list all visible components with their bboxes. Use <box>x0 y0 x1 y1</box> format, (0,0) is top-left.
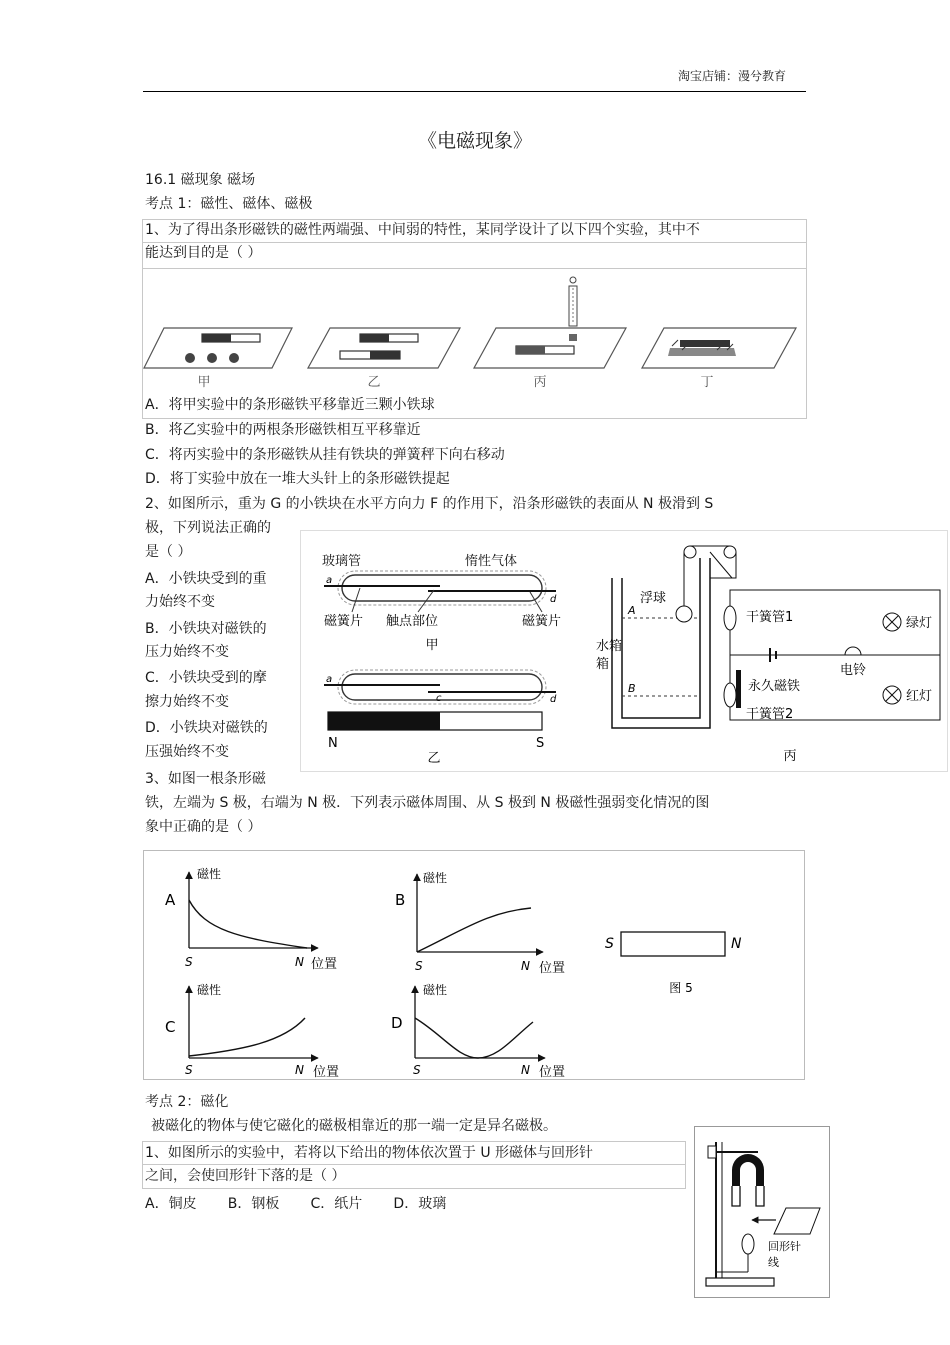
svg-text:触点部位: 触点部位 <box>386 614 439 629</box>
svg-text:N: N <box>328 736 338 751</box>
water-level-alarm-bing <box>596 546 940 764</box>
svg-text:干簧管1: 干簧管1 <box>746 610 794 625</box>
svg-text:电铃: 电铃 <box>840 663 867 678</box>
svg-text:丙: 丙 <box>533 375 547 390</box>
svg-text:乙: 乙 <box>427 751 441 766</box>
section-heading: 16.1 磁现象 磁场 <box>145 172 256 188</box>
svg-text:磁性: 磁性 <box>423 983 448 997</box>
svg-text:磁簧片: 磁簧片 <box>324 614 364 629</box>
svg-text:惰性气体: 惰性气体 <box>465 554 518 569</box>
svg-text:d: d <box>550 694 557 705</box>
svg-text:红灯: 红灯 <box>906 689 933 704</box>
q2-option-c-2: 擦力始终不变 <box>145 694 229 710</box>
q2-option-b-1: B．小铁块对磁铁的 <box>145 621 267 637</box>
svg-text:a: a <box>326 575 333 586</box>
q4-text-line2: 之间，会使回形针下落的是（ ） <box>145 1168 346 1184</box>
q3-text-line2: 象中正确的是（ ） <box>145 819 262 835</box>
q1-text-line2: 能达到目的是（ ） <box>145 245 262 261</box>
q2-option-b-2: 压力始终不变 <box>145 644 229 660</box>
svg-text:N: N <box>521 1063 530 1077</box>
svg-text:甲: 甲 <box>197 375 211 390</box>
svg-text:S: S <box>605 936 614 952</box>
q2-option-a-1: A．小铁块受到的重 <box>145 571 267 587</box>
page-title: 《电磁现象》 <box>417 130 532 152</box>
q2-figure <box>300 530 946 770</box>
q2-option-a-2: 力始终不变 <box>145 594 215 610</box>
bar-magnet-fig5 <box>605 932 742 995</box>
graph-b <box>395 870 565 976</box>
q3-text-line1: 铁，左端为 S 极，右端为 N 极．下列表示磁体周围、从 S 极到 N 极磁性强弱变化情况的图 <box>145 795 710 811</box>
svg-text:图 5: 图 5 <box>669 981 693 995</box>
fig-yi <box>308 328 460 368</box>
svg-text:磁簧片: 磁簧片 <box>522 614 562 629</box>
svg-text:S: S <box>185 955 193 969</box>
svg-text:位置: 位置 <box>539 961 566 976</box>
svg-text:A: A <box>628 604 636 617</box>
svg-text:位置: 位置 <box>311 957 338 972</box>
svg-text:C: C <box>165 1018 176 1036</box>
q2-option-d-2: 压强始终不变 <box>145 744 229 760</box>
q2-text-line1: 2、如图所示，重为 G 的小铁块在水平方向力 F 的作用下，沿条形磁铁的表面从 N 极滑到 S <box>145 496 714 512</box>
q4-frame-divider <box>142 1164 686 1165</box>
q4-text-line1: 1、如图所示的实验中，若将以下给出的物体依次置于 U 形磁体与回形针 <box>145 1145 594 1161</box>
fig-bing <box>474 277 626 368</box>
svg-text:A: A <box>165 891 176 909</box>
svg-text:回形针: 回形针 <box>768 1240 801 1253</box>
svg-text:N: N <box>295 1063 304 1077</box>
svg-text:位置: 位置 <box>539 1065 566 1080</box>
svg-text:B: B <box>628 682 636 695</box>
svg-text:S: S <box>536 736 545 751</box>
reed-switch-jia <box>322 553 561 653</box>
svg-text:丁: 丁 <box>700 375 714 390</box>
svg-text:丙: 丙 <box>783 749 797 764</box>
q2-option-d-1: D．小铁块对磁铁的 <box>145 720 268 736</box>
q1-option-d: D．将丁实验中放在一堆大头针上的条形磁铁提起 <box>145 471 450 487</box>
svg-text:干簧管2: 干簧管2 <box>746 707 794 722</box>
svg-text:S: S <box>415 959 423 973</box>
q2-text-line2: 极，下列说法正确的 <box>145 520 271 536</box>
svg-text:N: N <box>521 959 530 973</box>
q1-option-c: C．将丙实验中的条形磁铁从挂有铁块的弹簧秤下向右移动 <box>145 447 505 463</box>
q4-options: A．铜皮 B．钢板 C．纸片 D．玻璃 <box>145 1196 447 1212</box>
svg-text:D: D <box>391 1014 403 1032</box>
q2-option-c-1: C．小铁块受到的摩 <box>145 670 267 686</box>
svg-text:水箱: 水箱 <box>596 639 623 654</box>
svg-text:箱: 箱 <box>596 657 610 672</box>
svg-text:线: 线 <box>768 1256 779 1269</box>
svg-text:绿灯: 绿灯 <box>906 616 933 631</box>
svg-text:磁性: 磁性 <box>197 867 222 881</box>
svg-text:位置: 位置 <box>313 1065 340 1080</box>
q1-figure <box>142 268 806 393</box>
svg-text:c: c <box>436 693 442 704</box>
fig-ding <box>642 328 796 368</box>
q2-text-line3: 是（ ） <box>145 544 192 560</box>
svg-text:B: B <box>395 891 406 909</box>
q1-text-line1: 1、为了得出条形磁铁的磁性两端强、中间弱的特性，某同学设计了以下四个实验，其中不 <box>145 222 700 238</box>
svg-text:甲: 甲 <box>425 638 439 653</box>
q3-figure <box>143 850 803 1078</box>
svg-text:玻璃管: 玻璃管 <box>322 554 362 569</box>
svg-text:a: a <box>326 674 333 685</box>
svg-text:d: d <box>550 594 557 605</box>
q1-option-b: B．将乙实验中的两根条形磁铁相互平移靠近 <box>145 422 421 438</box>
graph-c <box>165 982 339 1080</box>
topic-2-heading: 考点 2：磁化 <box>145 1094 229 1110</box>
q4-figure <box>694 1126 828 1296</box>
fig-jia <box>144 328 292 368</box>
header-rule <box>143 91 806 92</box>
svg-text:S: S <box>185 1063 193 1077</box>
magnetization-note: 被磁化的物体与使它磁化的磁极相靠近的那一端一定是异名磁极。 <box>151 1118 557 1134</box>
graph-a <box>165 866 337 972</box>
svg-text:S: S <box>413 1063 421 1077</box>
svg-text:磁性: 磁性 <box>423 871 448 885</box>
reed-switch-yi <box>324 670 557 766</box>
svg-text:N: N <box>295 955 304 969</box>
svg-text:磁性: 磁性 <box>197 983 222 997</box>
svg-text:N: N <box>731 936 742 952</box>
svg-text:乙: 乙 <box>367 375 381 390</box>
q3-text-line0: 3、如图一根条形磁 <box>145 771 266 787</box>
shop-header: 淘宝店铺：漫兮教育 <box>678 69 787 83</box>
svg-text:永久磁铁: 永久磁铁 <box>748 679 801 694</box>
q1-option-a: A．将甲实验中的条形磁铁平移靠近三颗小铁球 <box>145 397 435 413</box>
topic-1-heading: 考点 1：磁性、磁体、磁极 <box>145 196 313 212</box>
svg-text:浮球: 浮球 <box>640 591 667 606</box>
graph-d <box>391 982 565 1080</box>
